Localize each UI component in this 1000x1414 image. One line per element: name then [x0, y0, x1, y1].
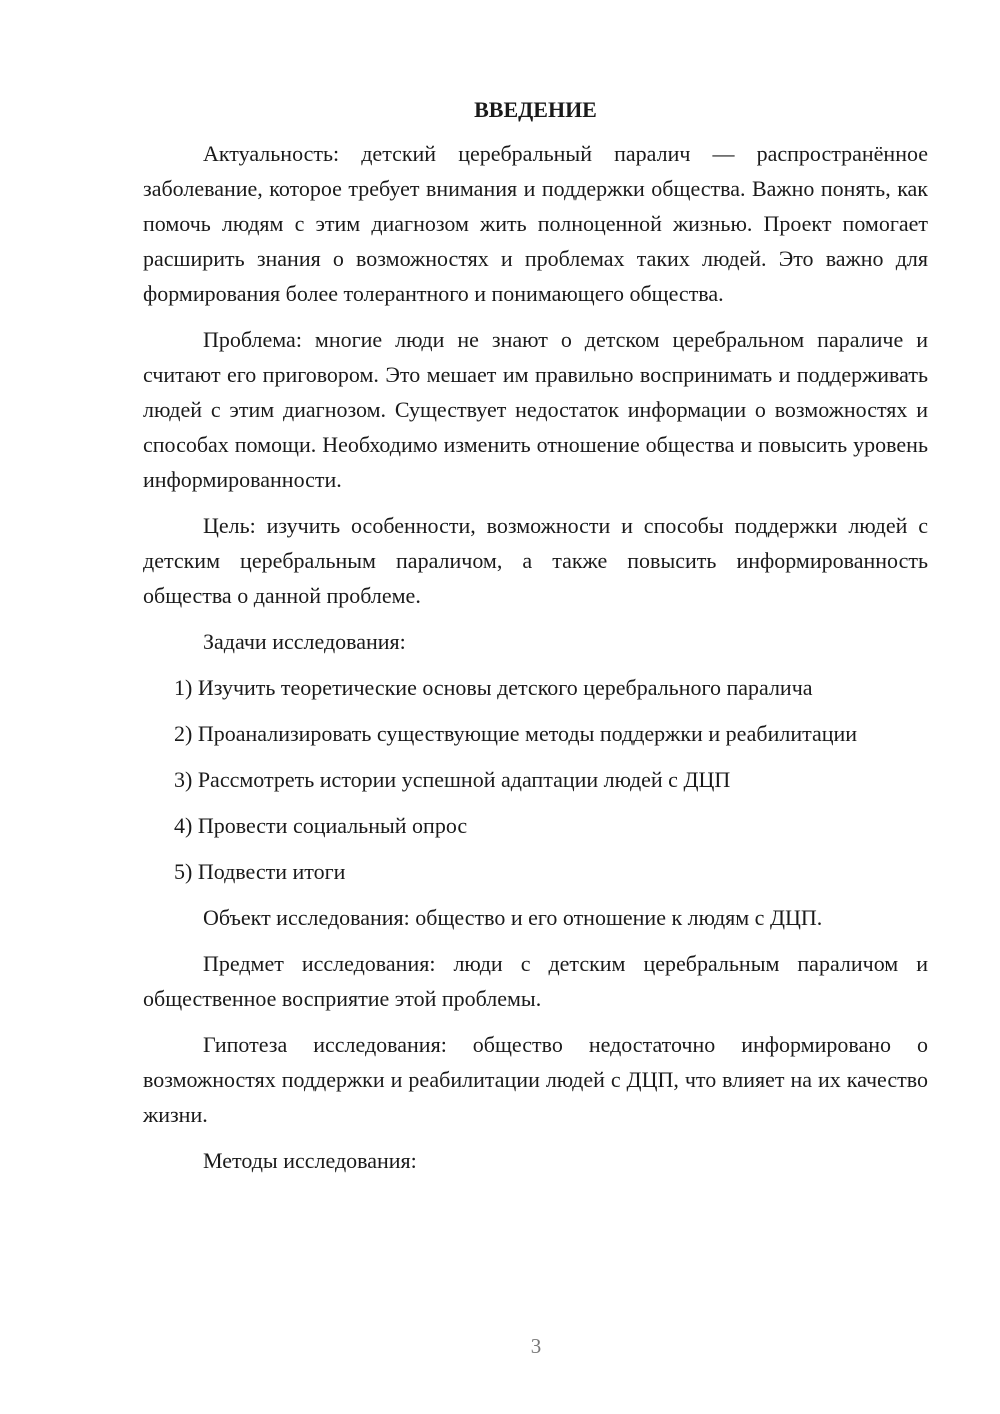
object-paragraph: Объект исследования: общество и его отношение к людям с ДЦП. [203, 905, 823, 930]
task-item-4: 4) Провести социальный опрос [174, 813, 468, 838]
tasks-title: Задачи исследования: [203, 629, 406, 654]
problem-paragraph: Проблема: многие люди не знают о детском церебральном параличе и считают его приговором. Это мешает им правильно воспринимать и поддерживать людей с этим диагнозом. Существует недостаток информации о возможностях и способах помощи. Необходимо изменить отношение общества и повысить уровень информированности. [143, 327, 928, 492]
methods-title: Методы исследования: [203, 1148, 417, 1173]
goal-paragraph: Цель: изучить особенности, возможности и способы поддержки людей с детским церебральным параличом, а также повысить информированность общества о данной проблеме. [143, 513, 928, 608]
task-item-3: 3) Рассмотреть истории успешной адаптации людей с ДЦП [174, 767, 731, 792]
task-item-1: 1) Изучить теоретические основы детского церебрального паралича [174, 675, 813, 700]
page-number: 3 [530, 1334, 542, 1358]
task-item-5: 5) Подвести итоги [174, 859, 346, 884]
hypothesis-paragraph: Гипотеза исследования: общество недостаточно информировано о возможностях поддержки и реабилитации людей с ДЦП, что влияет на их качество жизни. [143, 1032, 928, 1127]
section-heading: ВВЕДЕНИЕ [474, 97, 597, 122]
subject-paragraph: Предмет исследования: люди с детским церебральным параличом и общественное восприятие этой проблемы. [143, 951, 928, 1011]
relevance-paragraph: Актуальность: детский церебральный паралич — распространённое заболевание, которое требует внимания и поддержки общества. Важно понять, как помочь людям с этим диагнозом жить полноценной жизнью. Проект помогает расширить знания о возможностях и проблемах таких людей. Это важно для формирования более толерантного и понимающего общества. [143, 141, 928, 306]
document-page [143, 92, 928, 1189]
task-item-2: 2) Проанализировать существующие методы поддержки и реабилитации [174, 721, 858, 746]
